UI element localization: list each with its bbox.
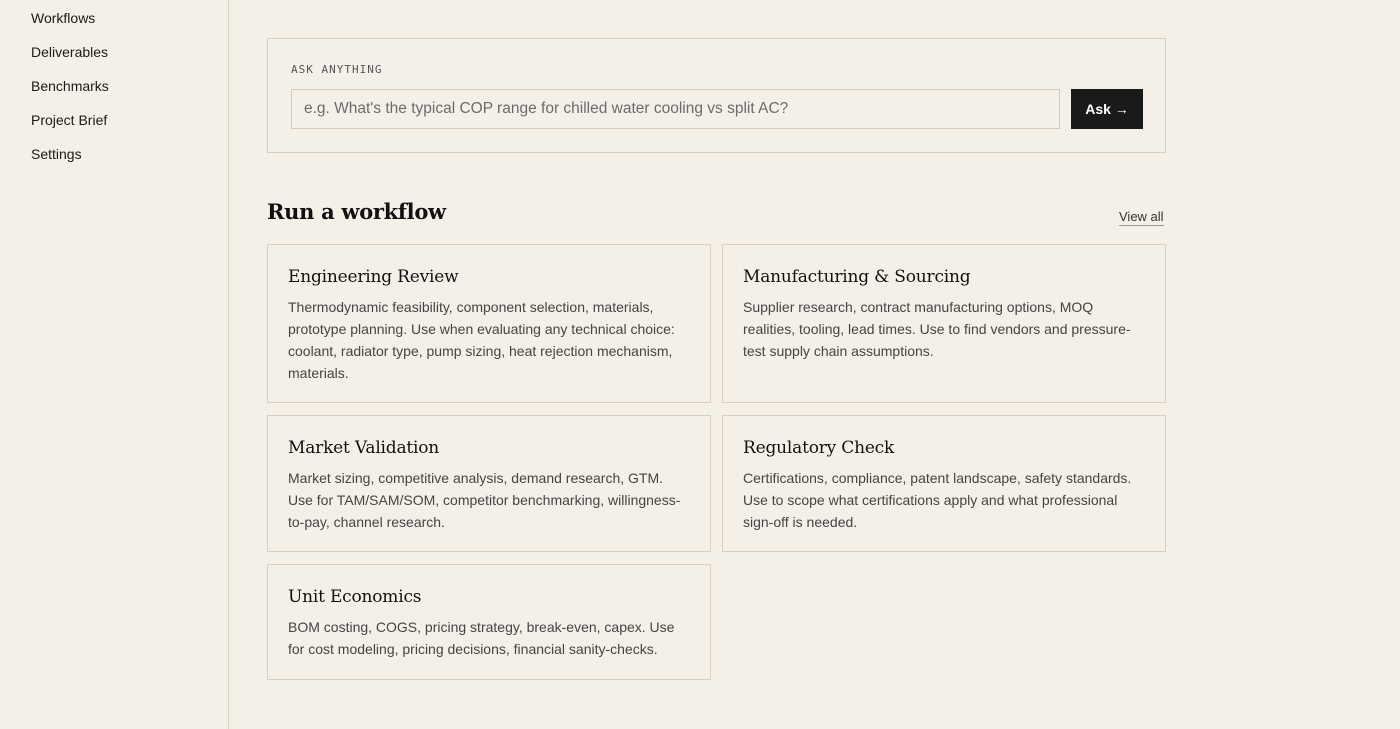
card-description: BOM costing, COGS, pricing strategy, break-even, capex. Use for cost modeling, pricing decisions, financial sanity-checks.: [288, 619, 675, 657]
ask-input[interactable]: [291, 89, 1060, 129]
workflow-card-engineering-review[interactable]: [267, 244, 711, 403]
card-description: Market sizing, competitive analysis, demand research, GTM. Use for TAM/SAM/SOM, competitor benchmarking, willingness-to-pay, channel research.: [288, 470, 681, 530]
card-title: Unit Economics: [288, 587, 422, 607]
workflow-card-unit-economics[interactable]: [267, 564, 711, 680]
sidebar-item-project-brief[interactable]: Project Brief: [31, 112, 108, 128]
card-title: Manufacturing & Sourcing: [743, 267, 971, 287]
sidebar-item-benchmarks[interactable]: Benchmarks: [31, 78, 109, 94]
card-title: Market Validation: [288, 438, 440, 458]
ask-button[interactable]: Ask →: [1071, 89, 1143, 129]
card-description: Certifications, compliance, patent landscape, safety standards. Use to scope what certifications apply and what professional sign-off is needed.: [743, 470, 1132, 530]
sidebar: [0, 0, 229, 729]
workflow-card-regulatory-check[interactable]: [722, 415, 1166, 552]
card-description: Supplier research, contract manufacturing options, MOQ realities, tooling, lead times. Use to find vendors and pressure-test supply chain assumptions.: [743, 299, 1131, 359]
main-content: [229, 0, 1400, 729]
ask-panel: [267, 38, 1166, 153]
sidebar-item-deliverables[interactable]: Deliverables: [31, 44, 109, 60]
workflow-card-manufacturing-sourcing[interactable]: [722, 244, 1166, 403]
workflow-card-market-validation[interactable]: [267, 415, 711, 552]
card-title: Engineering Review: [288, 267, 459, 287]
view-all-link[interactable]: View all: [1119, 209, 1164, 224]
ask-label: ASK ANYTHING: [291, 63, 383, 76]
sidebar-item-settings[interactable]: Settings: [31, 146, 82, 162]
card-title: Regulatory Check: [743, 438, 895, 458]
sidebar-item-workflows[interactable]: Workflows: [31, 10, 96, 26]
card-description: Thermodynamic feasibility, component selection, materials, prototype planning. Use when evaluating any technical choice: coolant, radiator type, pump sizing, heat rejection mechanism, materials.: [288, 299, 675, 381]
workflows-section-title: Run a workflow: [267, 199, 446, 224]
